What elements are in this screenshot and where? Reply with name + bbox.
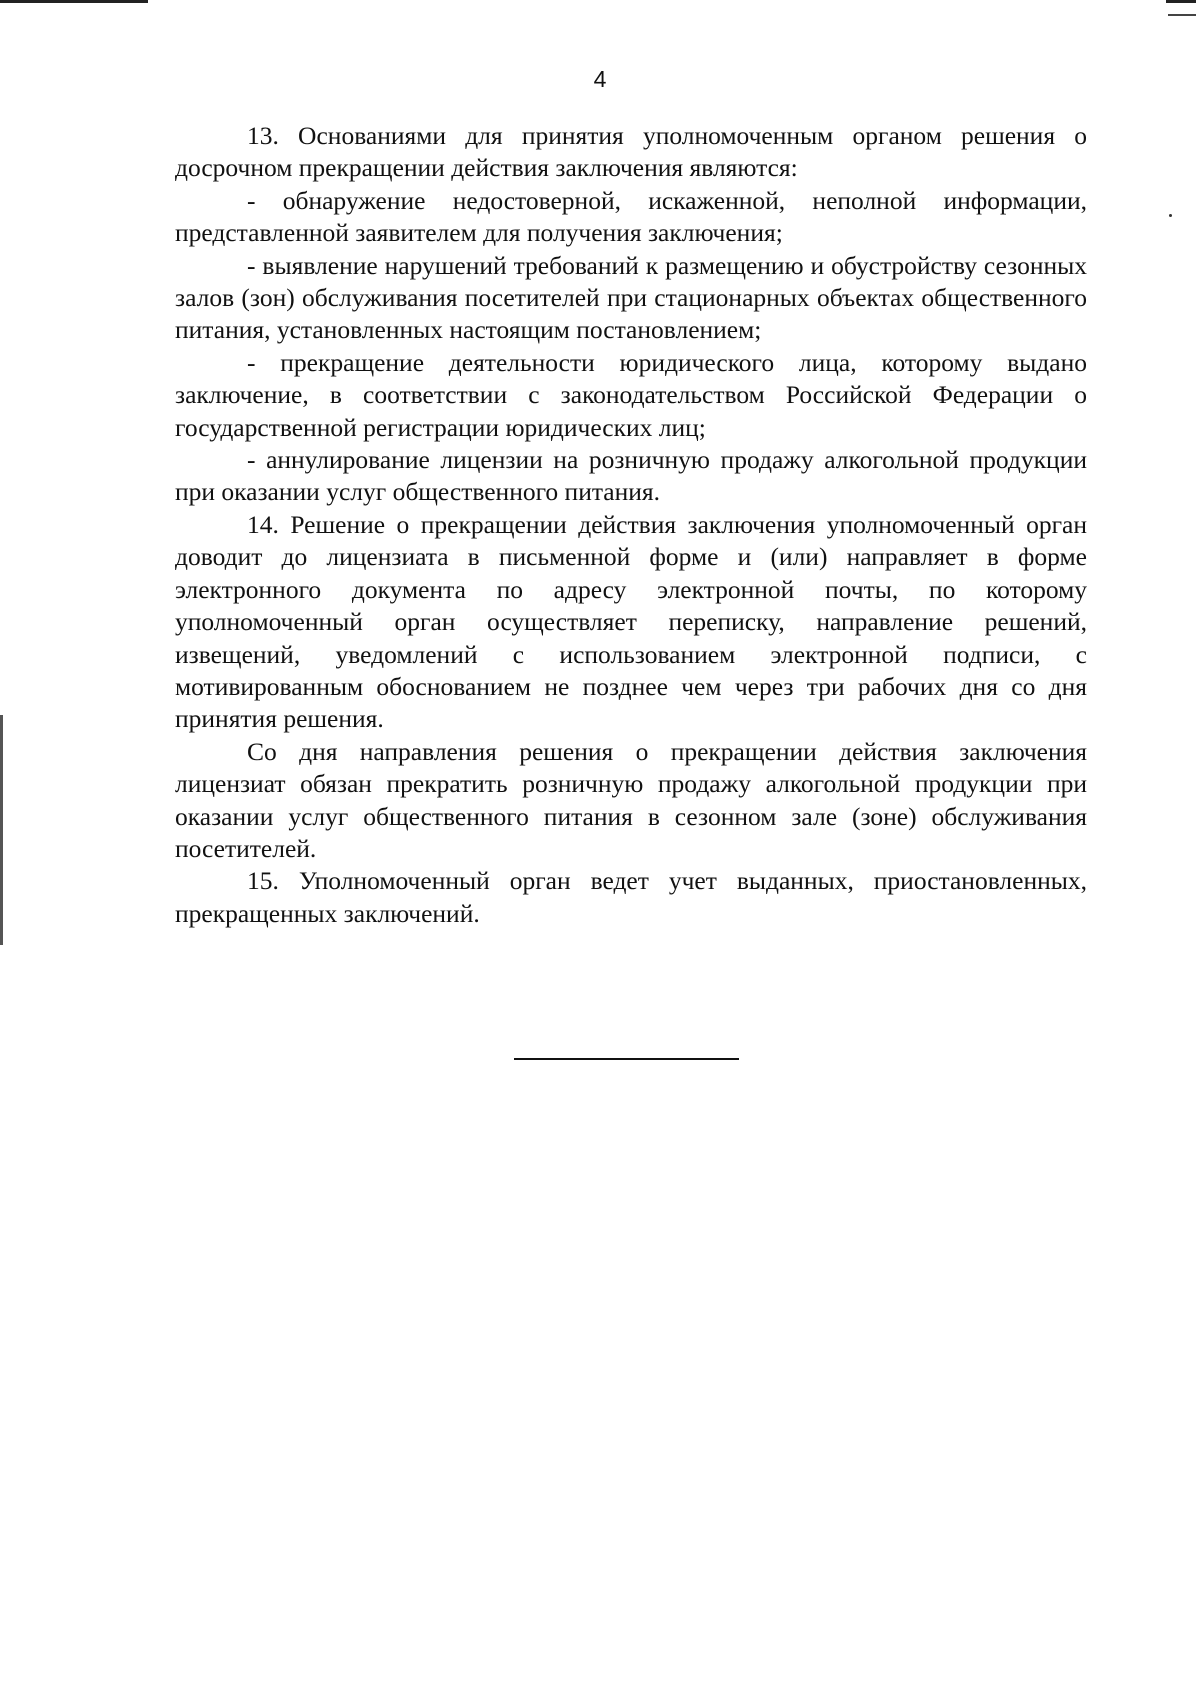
- document-body: [175, 120, 1087, 930]
- paragraph-13: 13. Основаниями для принятия уполномоченным органом решения о досрочном прекращении действия заключения являются:: [175, 121, 1087, 183]
- scan-edge-mark: [0, 715, 3, 945]
- paragraph-15: 15. Уполномоченный орган ведет учет выданных, приостановленных, прекращенных заключений.: [175, 866, 1087, 928]
- scan-speck: [1169, 214, 1172, 217]
- paragraph-14: 14. Решение о прекращении действия заключения уполномоченный орган доводит до лицензиата в письменной форме и (или) направляет в форме электронного документа по адресу электронной почты, по которому уполномоченный орган осуществляет переписку, направление решений, извещений, уведомлений с использованием электронной подписи, с мотивированным обоснованием не позднее чем через три рабочих дня со дня принятия решения.: [175, 509, 1087, 734]
- list-item: - аннулирование лицензии на розничную продажу алкогольной продукции при оказании услуг общественного питания.: [175, 445, 1087, 507]
- scan-edge-mark: [1168, 14, 1196, 16]
- paragraph: Со дня направления решения о прекращении действия заключения лицензиат обязан прекратить розничную продажу алкогольной продукции при оказании услуг общественного питания в сезонном зале (зоне) обслуживания посетителей.: [175, 736, 1087, 863]
- page-number: 4: [593, 66, 607, 92]
- end-divider: [514, 1058, 739, 1060]
- scan-edge-mark: [0, 0, 148, 3]
- list-item: - обнаружение недостоверной, искаженной, неполной информации, представленной заявителем для получения заключения;: [175, 185, 1087, 248]
- scan-edge-mark: [1166, 0, 1196, 3]
- list-item: - прекращение деятельности юридического лица, которому выдано заключение, в соответствии с законодательством Российской Федерации о государственной регистрации юридических лиц;: [175, 347, 1087, 442]
- list-item: - выявление нарушений требований к размещению и обустройству сезонных залов (зон) обслуживания посетителей при стационарных объектах общественного питания, установленных настоящим постановлением;: [175, 250, 1087, 345]
